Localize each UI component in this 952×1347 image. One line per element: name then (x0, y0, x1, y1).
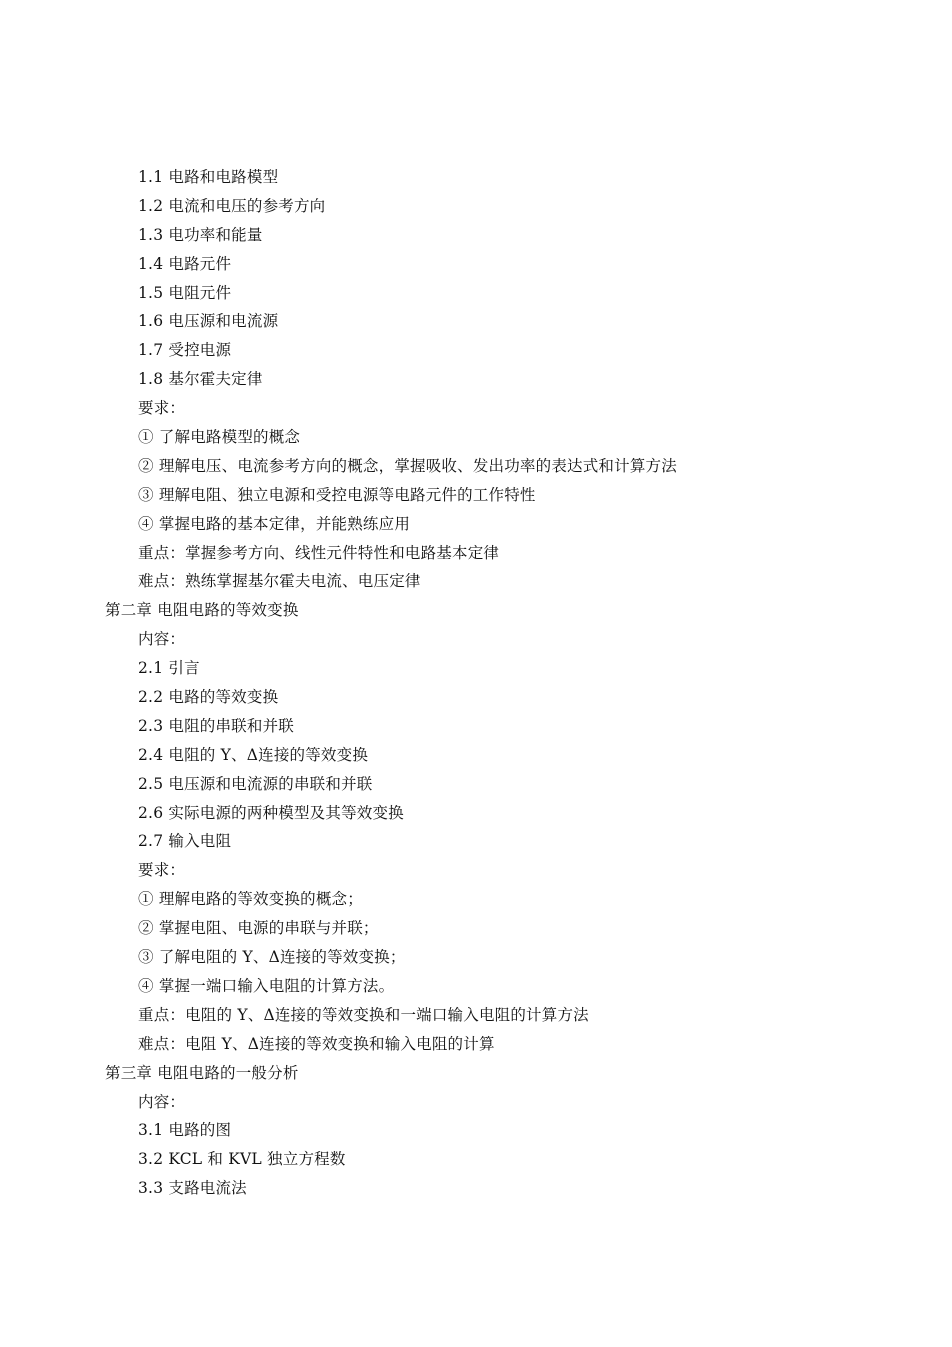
outline-line: ④ 掌握一端口输入电阻的计算方法。 (138, 976, 395, 995)
outline-line: 要求： (138, 399, 186, 418)
outline-line: ① 理解电路的等效变换的概念； (138, 890, 363, 909)
outline-line: 难点：电阻 Y、Δ连接的等效变换和输入电阻的计算 (138, 1034, 495, 1053)
outline-line: 2.6 实际电源的两种模型及其等效变换 (138, 803, 404, 822)
outline-line: 内容： (138, 1092, 186, 1111)
outline-line: 重点：掌握参考方向、线性元件特性和电路基本定律 (138, 543, 500, 562)
outline-line: 1.5 电阻元件 (138, 283, 232, 302)
outline-line: 1.2 电流和电压的参考方向 (138, 196, 326, 215)
document-body (0, 163, 952, 1203)
outline-line: 2.4 电阻的 Y、Δ连接的等效变换 (138, 745, 369, 764)
outline-line: 2.1 引言 (138, 659, 200, 678)
outline-line: 2.7 输入电阻 (138, 832, 232, 851)
chapter-heading: 第三章 电阻电路的一般分析 (105, 1063, 299, 1082)
outline-line: 3.3 支路电流法 (138, 1179, 247, 1198)
outline-line: 1.6 电压源和电流源 (138, 312, 279, 331)
outline-line: 难点：熟练掌握基尔霍夫电流、电压定律 (138, 572, 421, 591)
outline-line: ③ 了解电阻的 Y、Δ连接的等效变换； (138, 948, 406, 967)
chapter-heading: 第二章 电阻电路的等效变换 (105, 601, 299, 620)
outline-line: 1.4 电路元件 (138, 254, 232, 273)
outline-line: 要求： (138, 861, 186, 880)
outline-line: 2.5 电压源和电流源的串联和并联 (138, 774, 373, 793)
outline-line: 1.3 电功率和能量 (138, 225, 263, 244)
outline-line: 1.8 基尔霍夫定律 (138, 370, 263, 389)
outline-line: 2.3 电阻的串联和并联 (138, 716, 294, 735)
outline-line: ④ 掌握电路的基本定律，并能熟练应用 (138, 514, 411, 533)
outline-line: 1.1 电路和电路模型 (138, 168, 279, 186)
outline-line: ② 理解电压、电流参考方向的概念，掌握吸收、发出功率的表达式和计算方法 (138, 456, 677, 475)
outline-line: 重点：电阻的 Y、Δ连接的等效变换和一端口输入电阻的计算方法 (138, 1005, 589, 1024)
outline-line: ③ 理解电阻、独立电源和受控电源等电路元件的工作特性 (138, 485, 536, 504)
outline-line: 1.7 受控电源 (138, 341, 232, 360)
outline-line: 3.1 电路的图 (138, 1121, 232, 1140)
outline-line: 内容： (138, 630, 186, 649)
outline-line: 3.2 KCL 和 KVL 独立方程数 (138, 1150, 346, 1169)
outline-line: ② 掌握电阻、电源的串联与并联； (138, 919, 379, 938)
outline-line: 2.2 电路的等效变换 (138, 688, 279, 707)
outline-line: ① 了解电路模型的概念 (138, 428, 301, 447)
